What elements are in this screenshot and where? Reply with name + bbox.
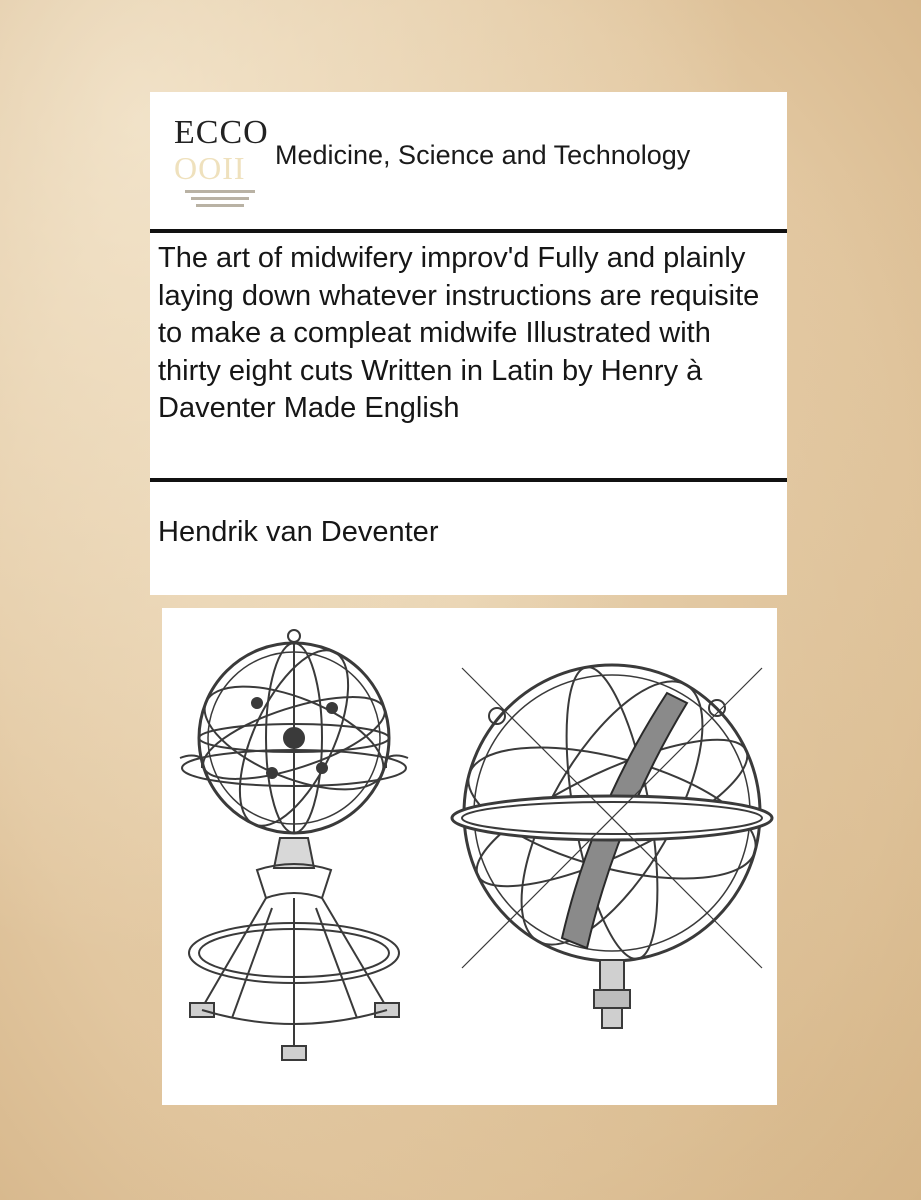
cover-text-panel — [150, 92, 787, 595]
right-armillary-sphere — [452, 655, 772, 1028]
engraving-drawing — [162, 608, 777, 1105]
logo-caption — [178, 186, 262, 207]
book-title: The art of midwifery improv'd Fully and plainly laying down whatever instructions are requisite to make a compleat midwife Illustrated with thirty eight cuts Written in Latin by Henry à Daventer Made English — [158, 242, 760, 424]
logo-reflection: OOII — [174, 150, 246, 186]
series-title: Medicine, Science and Technology — [275, 140, 691, 170]
divider-top — [150, 229, 787, 233]
ecco-logo — [168, 112, 268, 212]
author-name: Hendrik van Deventer — [158, 516, 439, 548]
logo-letters: ECCO — [174, 114, 269, 151]
series-header — [150, 92, 787, 228]
divider-bottom — [150, 478, 787, 482]
armillary-spheres-illustration — [162, 608, 777, 1105]
left-armillary-sphere — [180, 630, 408, 1060]
